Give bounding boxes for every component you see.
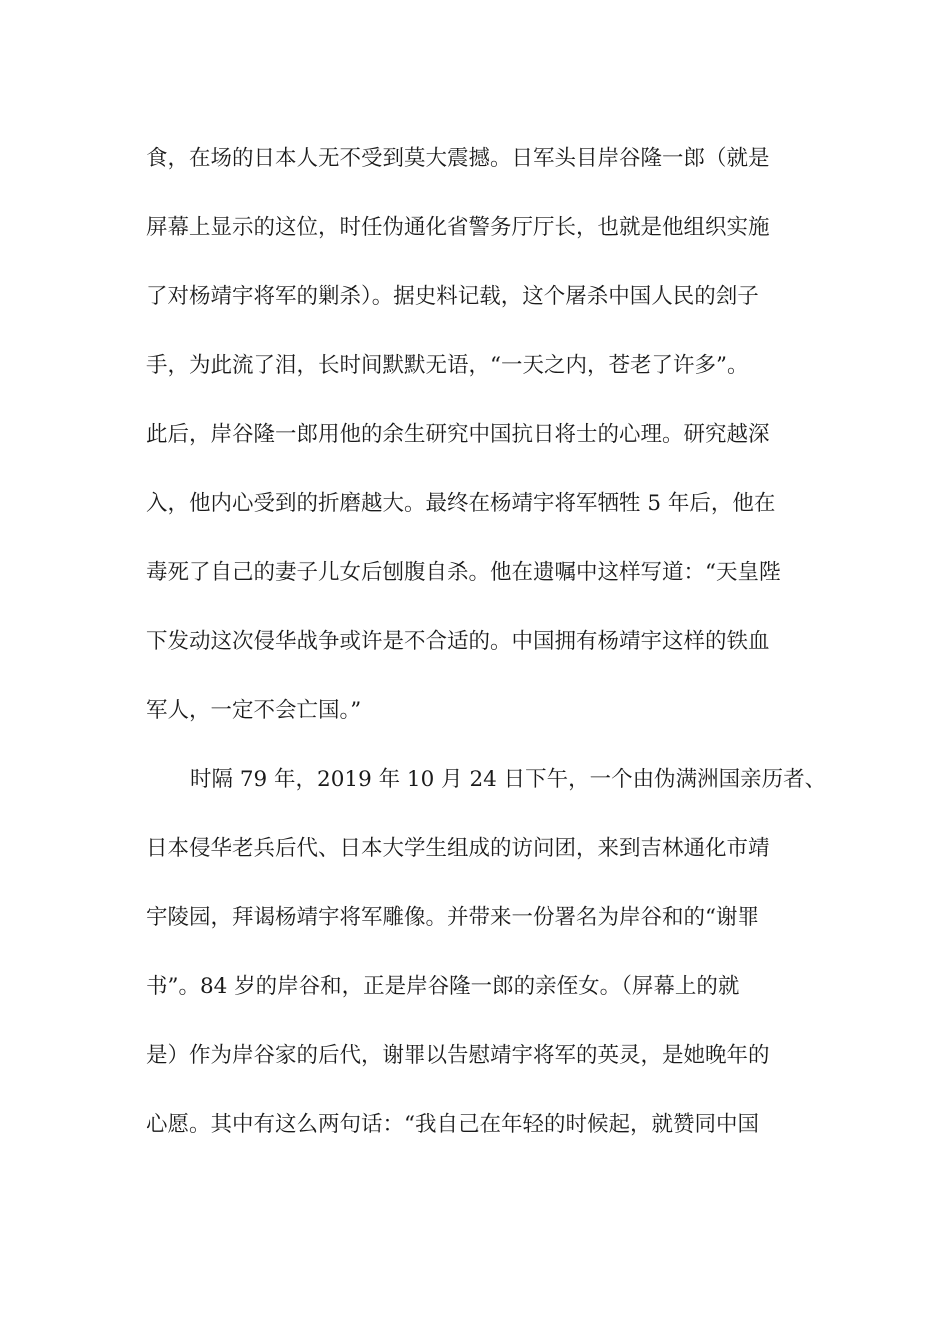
text-line: 心愿。其中有这么两句话：“我自己在年轻的时候起，就赞同中国 <box>146 1112 759 1137</box>
text-line: 此后，岸谷隆一郎用他的余生研究中国抗日将士的心理。研究越深 <box>146 422 770 447</box>
text-line: 下发动这次侵华战争或许是不合适的。中国拥有杨靖宇这样的铁血 <box>146 629 770 654</box>
text-line: 日本侵华老兵后代、日本大学生组成的访问团，来到吉林通化市靖 <box>146 836 770 861</box>
text-line: 手，为此流了泪，长时间默默无语，“一天之内，苍老了许多”。 <box>146 353 749 378</box>
text-line: 入，他内心受到的折磨越大。最终在杨靖宇将军牺牲 5 年后，他在 <box>146 491 776 516</box>
text-line: 了对杨靖宇将军的剿杀）。据史料记载，这个屠杀中国人民的刽子 <box>146 284 759 309</box>
text-line: 书”。84 岁的岸谷和，正是岸谷隆一郎的亲侄女。（屏幕上的就 <box>146 974 740 999</box>
text-line: 是）作为岸谷家的后代，谢罪以告慰靖宇将军的英灵，是她晚年的 <box>146 1043 770 1068</box>
paragraph-start-line: 时隔 79 年，2019 年 10 月 24 日下午，一个由伪满洲国亲历者、 <box>190 767 827 792</box>
body-text <box>146 124 827 1159</box>
text-line: 屏幕上显示的这位，时任伪通化省警务厅厅长，也就是他组织实施 <box>146 215 770 240</box>
text-line: 宇陵园，拜谒杨靖宇将军雕像。并带来一份署名为岸谷和的“谢罪 <box>146 905 759 930</box>
text-line: 食，在场的日本人无不受到莫大震撼。日军头目岸谷隆一郎（就是 <box>146 146 770 171</box>
text-line: 军人，一定不会亡国。” <box>146 698 362 723</box>
text-line: 毒死了自己的妻子儿女后刨腹自杀。他在遗嘱中这样写道：“天皇陛 <box>146 560 781 585</box>
